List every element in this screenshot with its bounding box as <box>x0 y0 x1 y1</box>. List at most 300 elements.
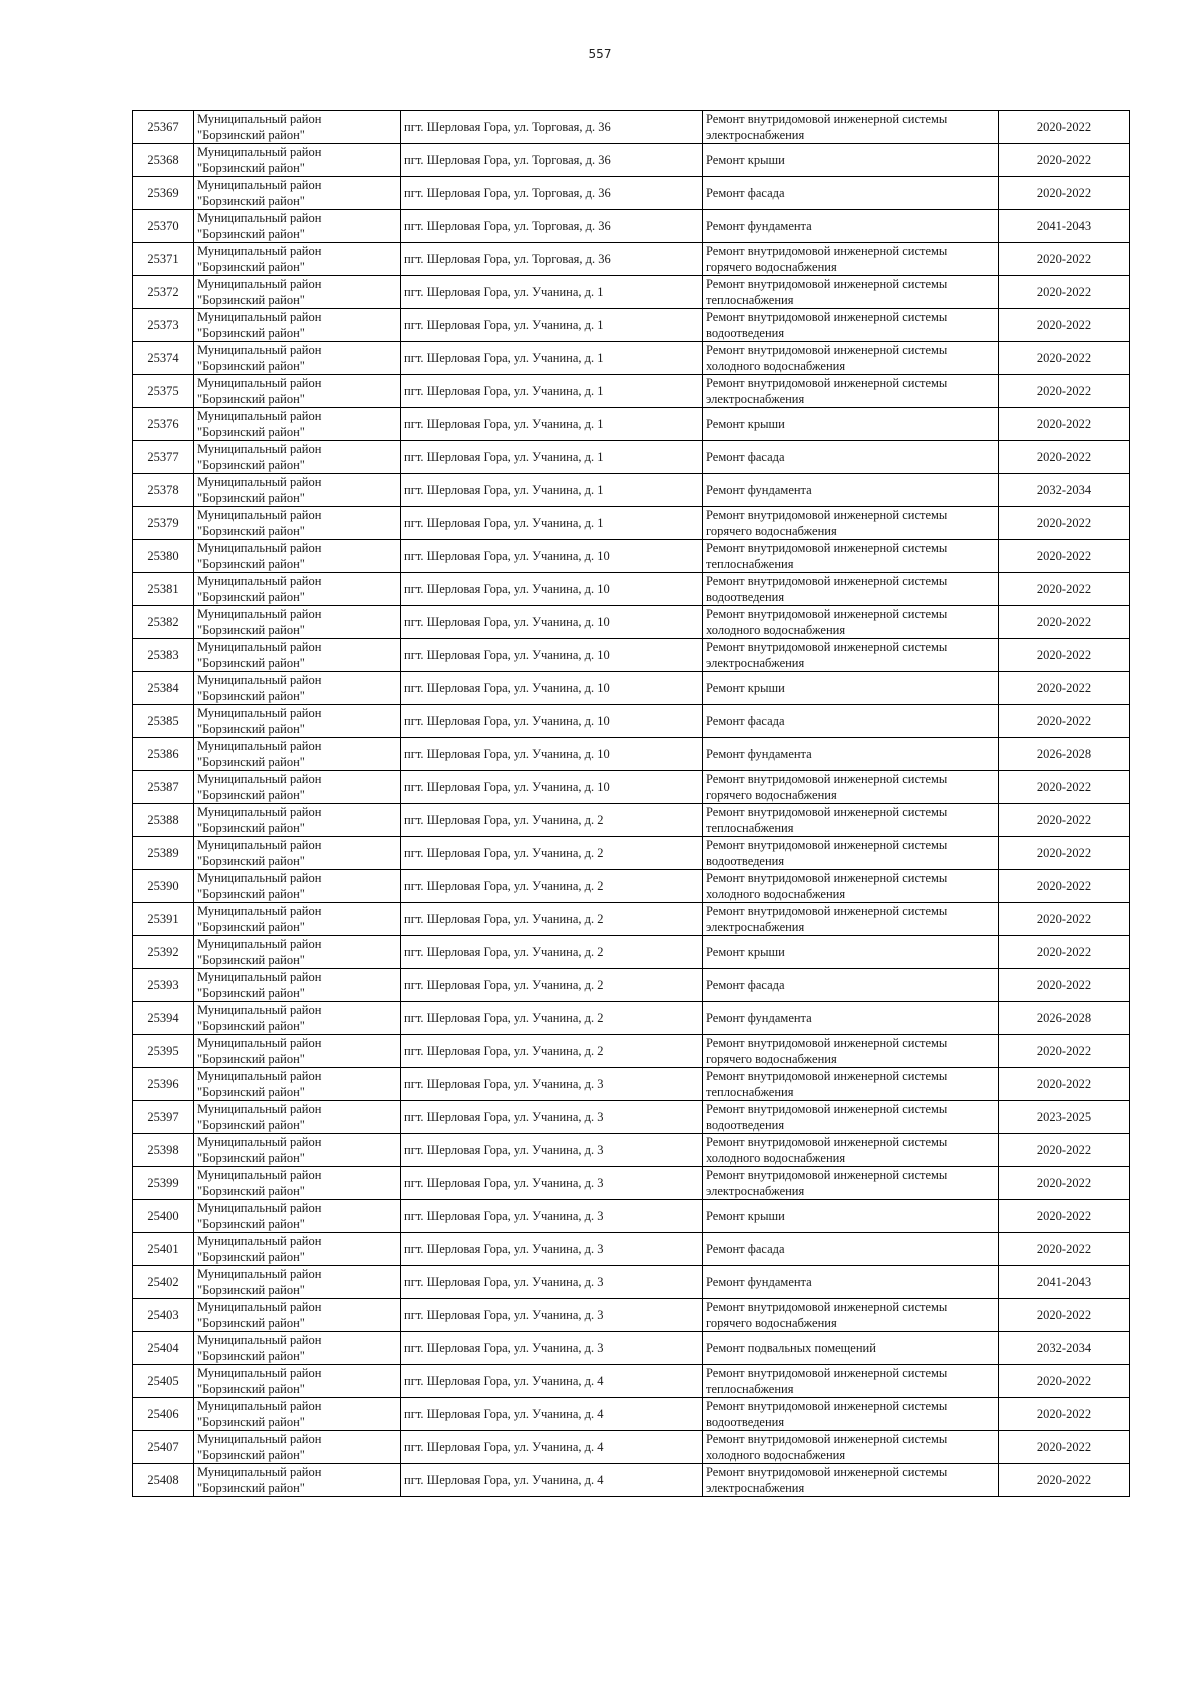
period-cell: 2020-2022 <box>999 837 1130 870</box>
work-type-cell <box>703 1068 999 1101</box>
work-type-line: Ремонт крыши <box>706 417 785 431</box>
period-cell: 2020-2022 <box>999 243 1130 276</box>
municipality-line: "Борзинский район" <box>197 1448 305 1462</box>
record-number-cell: 25374 <box>133 342 194 375</box>
record-number-cell: 25375 <box>133 375 194 408</box>
municipality-cell <box>194 309 401 342</box>
municipality-line: Муниципальный район <box>197 1102 322 1116</box>
record-number-cell: 25404 <box>133 1332 194 1365</box>
record-number-cell: 25373 <box>133 309 194 342</box>
municipality-cell <box>194 837 401 870</box>
municipality-line: Муниципальный район <box>197 673 322 687</box>
work-type-cell <box>703 408 999 441</box>
municipality-line: "Борзинский район" <box>197 1085 305 1099</box>
work-type-cell <box>703 672 999 705</box>
municipality-line: Муниципальный район <box>197 1234 322 1248</box>
period-cell: 2020-2022 <box>999 771 1130 804</box>
municipality-cell <box>194 1167 401 1200</box>
work-type-cell <box>703 1002 999 1035</box>
work-type-line: Ремонт фундамента <box>706 1011 812 1025</box>
work-type-cell <box>703 1332 999 1365</box>
address-cell: пгт. Шерловая Гора, ул. Учанина, д. 3 <box>401 1134 703 1167</box>
municipality-cell <box>194 210 401 243</box>
address-cell: пгт. Шерловая Гора, ул. Учанина, д. 10 <box>401 705 703 738</box>
record-number-cell: 25384 <box>133 672 194 705</box>
work-type-line: Ремонт фасада <box>706 450 785 464</box>
table-row <box>133 804 1130 837</box>
table-row <box>133 606 1130 639</box>
period-cell: 2032-2034 <box>999 1332 1130 1365</box>
municipality-line: Муниципальный район <box>197 409 322 423</box>
record-number-cell: 25408 <box>133 1464 194 1497</box>
work-type-line: Ремонт внутридомовой инженерной системы <box>706 1399 948 1413</box>
work-type-cell <box>703 1365 999 1398</box>
municipality-line: Муниципальный район <box>197 1300 322 1314</box>
municipality-cell <box>194 144 401 177</box>
table-row <box>133 1035 1130 1068</box>
work-type-cell <box>703 309 999 342</box>
record-number-cell: 25386 <box>133 738 194 771</box>
table-row <box>133 639 1130 672</box>
work-type-cell <box>703 1299 999 1332</box>
municipality-cell <box>194 936 401 969</box>
period-cell: 2026-2028 <box>999 1002 1130 1035</box>
table-row <box>133 309 1130 342</box>
record-number-cell: 25383 <box>133 639 194 672</box>
municipality-cell <box>194 606 401 639</box>
period-cell: 2020-2022 <box>999 540 1130 573</box>
record-number-cell: 25378 <box>133 474 194 507</box>
work-type-line: теплоснабжения <box>706 1085 794 1099</box>
work-type-line: Ремонт внутридомовой инженерной системы <box>706 838 948 852</box>
work-type-cell <box>703 210 999 243</box>
municipality-line: Муниципальный район <box>197 1036 322 1050</box>
table-row <box>133 1233 1130 1266</box>
municipality-cell <box>194 705 401 738</box>
work-type-line: Ремонт внутридомовой инженерной системы <box>706 376 948 390</box>
period-cell: 2020-2022 <box>999 375 1130 408</box>
work-type-cell <box>703 342 999 375</box>
work-type-line: водоотведения <box>706 1415 785 1429</box>
address-cell: пгт. Шерловая Гора, ул. Торговая, д. 36 <box>401 111 703 144</box>
record-number-cell: 25390 <box>133 870 194 903</box>
record-number-cell: 25371 <box>133 243 194 276</box>
period-cell: 2041-2043 <box>999 1266 1130 1299</box>
municipality-line: "Борзинский район" <box>197 689 305 703</box>
period-cell: 2020-2022 <box>999 1068 1130 1101</box>
work-type-line: Ремонт внутридомовой инженерной системы <box>706 244 948 258</box>
work-type-cell <box>703 1398 999 1431</box>
table-row <box>133 210 1130 243</box>
table-row <box>133 1332 1130 1365</box>
municipality-line: "Борзинский район" <box>197 161 305 175</box>
record-number-cell: 25401 <box>133 1233 194 1266</box>
period-cell: 2020-2022 <box>999 111 1130 144</box>
address-cell: пгт. Шерловая Гора, ул. Учанина, д. 10 <box>401 738 703 771</box>
table-row <box>133 1266 1130 1299</box>
municipality-line: "Борзинский район" <box>197 1184 305 1198</box>
work-type-cell <box>703 243 999 276</box>
municipality-line: "Борзинский район" <box>197 1250 305 1264</box>
municipality-line: "Борзинский район" <box>197 821 305 835</box>
address-cell: пгт. Шерловая Гора, ул. Учанина, д. 2 <box>401 936 703 969</box>
municipality-line: "Борзинский район" <box>197 920 305 934</box>
address-cell: пгт. Шерловая Гора, ул. Учанина, д. 1 <box>401 342 703 375</box>
work-type-line: холодного водоснабжения <box>706 1448 846 1462</box>
work-type-line: Ремонт фасада <box>706 186 785 200</box>
record-number-cell: 25376 <box>133 408 194 441</box>
record-number-cell: 25379 <box>133 507 194 540</box>
work-type-line: Ремонт внутридомовой инженерной системы <box>706 1036 948 1050</box>
address-cell: пгт. Шерловая Гора, ул. Учанина, д. 3 <box>401 1167 703 1200</box>
municipality-line: Муниципальный район <box>197 706 322 720</box>
record-number-cell: 25367 <box>133 111 194 144</box>
municipality-cell <box>194 1365 401 1398</box>
municipality-cell <box>194 243 401 276</box>
municipality-line: "Борзинский район" <box>197 524 305 538</box>
table-row <box>133 936 1130 969</box>
work-type-cell <box>703 1233 999 1266</box>
address-cell: пгт. Шерловая Гора, ул. Учанина, д. 3 <box>401 1233 703 1266</box>
table-row <box>133 903 1130 936</box>
municipality-line: Муниципальный район <box>197 904 322 918</box>
address-cell: пгт. Шерловая Гора, ул. Учанина, д. 4 <box>401 1431 703 1464</box>
work-type-line: теплоснабжения <box>706 1382 794 1396</box>
municipality-line: Муниципальный район <box>197 178 322 192</box>
municipality-line: Муниципальный район <box>197 442 322 456</box>
table-row <box>133 705 1130 738</box>
period-cell: 2020-2022 <box>999 1035 1130 1068</box>
work-type-line: Ремонт фасада <box>706 1242 785 1256</box>
municipality-cell <box>194 342 401 375</box>
period-cell: 2020-2022 <box>999 870 1130 903</box>
table-row <box>133 1200 1130 1233</box>
table-row <box>133 1068 1130 1101</box>
municipality-line: Муниципальный район <box>197 1333 322 1347</box>
address-cell: пгт. Шерловая Гора, ул. Учанина, д. 10 <box>401 540 703 573</box>
work-type-line: Ремонт внутридомовой инженерной системы <box>706 310 948 324</box>
municipality-line: "Борзинский район" <box>197 1118 305 1132</box>
municipality-cell <box>194 639 401 672</box>
municipality-cell <box>194 177 401 210</box>
address-cell: пгт. Шерловая Гора, ул. Учанина, д. 10 <box>401 606 703 639</box>
work-type-cell <box>703 1266 999 1299</box>
work-type-line: Ремонт внутридомовой инженерной системы <box>706 1135 948 1149</box>
period-cell: 2020-2022 <box>999 573 1130 606</box>
work-type-cell <box>703 177 999 210</box>
table-row <box>133 474 1130 507</box>
municipality-line: Муниципальный район <box>197 1267 322 1281</box>
municipality-line: "Борзинский район" <box>197 1382 305 1396</box>
municipality-line: "Борзинский район" <box>197 1316 305 1330</box>
address-cell: пгт. Шерловая Гора, ул. Учанина, д. 2 <box>401 1035 703 1068</box>
municipality-cell <box>194 573 401 606</box>
address-cell: пгт. Шерловая Гора, ул. Учанина, д. 4 <box>401 1398 703 1431</box>
address-cell: пгт. Шерловая Гора, ул. Учанина, д. 4 <box>401 1365 703 1398</box>
table-row <box>133 1398 1130 1431</box>
work-type-cell <box>703 804 999 837</box>
address-cell: пгт. Шерловая Гора, ул. Учанина, д. 10 <box>401 771 703 804</box>
table-row <box>133 540 1130 573</box>
municipality-cell <box>194 507 401 540</box>
record-number-cell: 25381 <box>133 573 194 606</box>
work-type-cell <box>703 1035 999 1068</box>
period-cell: 2020-2022 <box>999 606 1130 639</box>
work-type-cell <box>703 903 999 936</box>
record-number-cell: 25395 <box>133 1035 194 1068</box>
work-type-line: водоотведения <box>706 1118 785 1132</box>
municipality-line: Муниципальный район <box>197 640 322 654</box>
municipality-line: "Борзинский район" <box>197 194 305 208</box>
municipality-line: Муниципальный район <box>197 1135 322 1149</box>
municipality-line: Муниципальный район <box>197 112 322 126</box>
address-cell: пгт. Шерловая Гора, ул. Учанина, д. 2 <box>401 969 703 1002</box>
work-type-cell <box>703 639 999 672</box>
work-type-line: Ремонт фундамента <box>706 483 812 497</box>
municipality-line: Муниципальный район <box>197 277 322 291</box>
work-type-line: электроснабжения <box>706 392 805 406</box>
record-number-cell: 25406 <box>133 1398 194 1431</box>
work-type-line: холодного водоснабжения <box>706 1151 846 1165</box>
municipality-line: "Борзинский район" <box>197 1019 305 1033</box>
municipality-cell <box>194 375 401 408</box>
period-cell: 2020-2022 <box>999 1398 1130 1431</box>
period-cell: 2020-2022 <box>999 309 1130 342</box>
address-cell: пгт. Шерловая Гора, ул. Учанина, д. 1 <box>401 309 703 342</box>
address-cell: пгт. Шерловая Гора, ул. Учанина, д. 1 <box>401 276 703 309</box>
work-type-cell <box>703 507 999 540</box>
record-number-cell: 25382 <box>133 606 194 639</box>
work-type-line: теплоснабжения <box>706 557 794 571</box>
municipality-line: "Борзинский район" <box>197 887 305 901</box>
municipality-cell <box>194 474 401 507</box>
work-type-cell <box>703 969 999 1002</box>
municipality-cell <box>194 1464 401 1497</box>
work-type-line: Ремонт внутридомовой инженерной системы <box>706 871 948 885</box>
work-type-line: Ремонт внутридомовой инженерной системы <box>706 1102 948 1116</box>
record-number-cell: 25403 <box>133 1299 194 1332</box>
municipality-line: Муниципальный район <box>197 541 322 555</box>
address-cell: пгт. Шерловая Гора, ул. Учанина, д. 2 <box>401 1002 703 1035</box>
work-type-line: электроснабжения <box>706 1481 805 1495</box>
address-cell: пгт. Шерловая Гора, ул. Учанина, д. 1 <box>401 441 703 474</box>
period-cell: 2023-2025 <box>999 1101 1130 1134</box>
work-type-line: Ремонт внутридомовой инженерной системы <box>706 607 948 621</box>
table-row <box>133 276 1130 309</box>
work-type-line: холодного водоснабжения <box>706 623 846 637</box>
table-row <box>133 870 1130 903</box>
work-type-line: электроснабжения <box>706 656 805 670</box>
address-cell: пгт. Шерловая Гора, ул. Учанина, д. 2 <box>401 903 703 936</box>
municipality-line: "Борзинский район" <box>197 1481 305 1495</box>
table-row <box>133 1431 1130 1464</box>
municipality-cell <box>194 276 401 309</box>
work-type-line: теплоснабжения <box>706 293 794 307</box>
municipality-line: "Борзинский район" <box>197 128 305 142</box>
period-cell: 2020-2022 <box>999 441 1130 474</box>
table-row <box>133 243 1130 276</box>
table-row <box>133 837 1130 870</box>
work-type-line: электроснабжения <box>706 1184 805 1198</box>
work-type-line: Ремонт внутридомовой инженерной системы <box>706 1168 948 1182</box>
period-cell: 2020-2022 <box>999 936 1130 969</box>
municipality-line: Муниципальный район <box>197 211 322 225</box>
work-type-line: Ремонт внутридомовой инженерной системы <box>706 1432 948 1446</box>
work-type-cell <box>703 705 999 738</box>
work-type-line: горячего водоснабжения <box>706 260 837 274</box>
municipality-line: "Борзинский район" <box>197 293 305 307</box>
table-row <box>133 1002 1130 1035</box>
municipality-cell <box>194 1266 401 1299</box>
table-row <box>133 375 1130 408</box>
municipality-line: Муниципальный район <box>197 508 322 522</box>
municipality-cell <box>194 1398 401 1431</box>
work-type-line: электроснабжения <box>706 128 805 142</box>
work-type-line: Ремонт крыши <box>706 681 785 695</box>
period-cell: 2020-2022 <box>999 276 1130 309</box>
period-cell: 2026-2028 <box>999 738 1130 771</box>
work-type-cell <box>703 1167 999 1200</box>
municipality-line: Муниципальный район <box>197 607 322 621</box>
municipality-line: Муниципальный район <box>197 1465 322 1479</box>
work-type-cell <box>703 111 999 144</box>
work-type-line: Ремонт внутридомовой инженерной системы <box>706 277 948 291</box>
work-type-cell <box>703 540 999 573</box>
work-type-line: горячего водоснабжения <box>706 1052 837 1066</box>
record-number-cell: 25396 <box>133 1068 194 1101</box>
municipality-line: "Борзинский район" <box>197 1415 305 1429</box>
work-type-cell <box>703 474 999 507</box>
municipality-line: Муниципальный район <box>197 739 322 753</box>
address-cell: пгт. Шерловая Гора, ул. Учанина, д. 10 <box>401 672 703 705</box>
municipality-line: Муниципальный район <box>197 772 322 786</box>
work-type-line: холодного водоснабжения <box>706 887 846 901</box>
table-row <box>133 672 1130 705</box>
period-cell: 2020-2022 <box>999 408 1130 441</box>
record-number-cell: 25394 <box>133 1002 194 1035</box>
work-type-line: Ремонт внутридомовой инженерной системы <box>706 640 948 654</box>
work-type-line: Ремонт фасада <box>706 714 785 728</box>
table-row <box>133 771 1130 804</box>
period-cell: 2020-2022 <box>999 1134 1130 1167</box>
municipality-cell <box>194 1332 401 1365</box>
table-row <box>133 177 1130 210</box>
record-number-cell: 25407 <box>133 1431 194 1464</box>
work-type-line: Ремонт фундамента <box>706 747 812 761</box>
municipality-line: Муниципальный район <box>197 145 322 159</box>
address-cell: пгт. Шерловая Гора, ул. Торговая, д. 36 <box>401 210 703 243</box>
municipality-line: "Борзинский район" <box>197 1283 305 1297</box>
municipality-line: "Борзинский район" <box>197 986 305 1000</box>
work-type-line: Ремонт подвальных помещений <box>706 1341 876 1355</box>
municipality-cell <box>194 870 401 903</box>
period-cell: 2020-2022 <box>999 342 1130 375</box>
municipality-cell <box>194 804 401 837</box>
municipality-line: "Борзинский район" <box>197 1151 305 1165</box>
address-cell: пгт. Шерловая Гора, ул. Учанина, д. 1 <box>401 408 703 441</box>
municipality-line: "Борзинский район" <box>197 755 305 769</box>
record-number-cell: 25399 <box>133 1167 194 1200</box>
work-type-line: Ремонт внутридомовой инженерной системы <box>706 574 948 588</box>
work-type-line: Ремонт крыши <box>706 1209 785 1223</box>
record-number-cell: 25397 <box>133 1101 194 1134</box>
table-row <box>133 507 1130 540</box>
municipality-line: "Борзинский район" <box>197 656 305 670</box>
work-type-cell <box>703 936 999 969</box>
municipality-line: Муниципальный район <box>197 475 322 489</box>
work-type-line: Ремонт внутридомовой инженерной системы <box>706 508 948 522</box>
municipality-cell <box>194 1035 401 1068</box>
record-number-cell: 25400 <box>133 1200 194 1233</box>
period-cell: 2020-2022 <box>999 507 1130 540</box>
municipality-cell <box>194 738 401 771</box>
municipality-line: "Борзинский район" <box>197 425 305 439</box>
period-cell: 2032-2034 <box>999 474 1130 507</box>
work-type-cell <box>703 870 999 903</box>
municipality-cell <box>194 1200 401 1233</box>
address-cell: пгт. Шерловая Гора, ул. Учанина, д. 3 <box>401 1266 703 1299</box>
table-row <box>133 408 1130 441</box>
municipality-cell <box>194 1299 401 1332</box>
record-number-cell: 25387 <box>133 771 194 804</box>
table-row <box>133 1167 1130 1200</box>
address-cell: пгт. Шерловая Гора, ул. Торговая, д. 36 <box>401 177 703 210</box>
municipality-line: Муниципальный район <box>197 1399 322 1413</box>
work-type-line: Ремонт внутридомовой инженерной системы <box>706 805 948 819</box>
work-type-line: Ремонт фасада <box>706 978 785 992</box>
period-cell: 2020-2022 <box>999 1365 1130 1398</box>
work-type-line: теплоснабжения <box>706 821 794 835</box>
period-cell: 2020-2022 <box>999 639 1130 672</box>
work-type-cell <box>703 1200 999 1233</box>
address-cell: пгт. Шерловая Гора, ул. Учанина, д. 3 <box>401 1299 703 1332</box>
municipality-cell <box>194 408 401 441</box>
record-number-cell: 25391 <box>133 903 194 936</box>
municipality-cell <box>194 1134 401 1167</box>
table-row <box>133 573 1130 606</box>
period-cell: 2020-2022 <box>999 1431 1130 1464</box>
municipality-line: Муниципальный район <box>197 574 322 588</box>
period-cell: 2020-2022 <box>999 1233 1130 1266</box>
period-cell: 2020-2022 <box>999 705 1130 738</box>
repair-schedule-table <box>132 110 1130 1497</box>
record-number-cell: 25392 <box>133 936 194 969</box>
municipality-line: "Борзинский район" <box>197 1217 305 1231</box>
work-type-cell <box>703 1464 999 1497</box>
address-cell: пгт. Шерловая Гора, ул. Учанина, д. 1 <box>401 507 703 540</box>
record-number-cell: 25388 <box>133 804 194 837</box>
municipality-line: "Борзинский район" <box>197 953 305 967</box>
table-row <box>133 1299 1130 1332</box>
address-cell: пгт. Шерловая Гора, ул. Учанина, д. 2 <box>401 870 703 903</box>
municipality-line: "Борзинский район" <box>197 722 305 736</box>
record-number-cell: 25405 <box>133 1365 194 1398</box>
municipality-line: Муниципальный район <box>197 310 322 324</box>
municipality-line: Муниципальный район <box>197 1201 322 1215</box>
municipality-cell <box>194 969 401 1002</box>
municipality-line: "Борзинский район" <box>197 326 305 340</box>
work-type-cell <box>703 606 999 639</box>
table-row <box>133 1365 1130 1398</box>
work-type-cell <box>703 1101 999 1134</box>
address-cell: пгт. Шерловая Гора, ул. Учанина, д. 2 <box>401 804 703 837</box>
address-cell: пгт. Шерловая Гора, ул. Учанина, д. 10 <box>401 573 703 606</box>
municipality-line: Муниципальный район <box>197 871 322 885</box>
record-number-cell: 25377 <box>133 441 194 474</box>
work-type-cell <box>703 375 999 408</box>
period-cell: 2020-2022 <box>999 144 1130 177</box>
municipality-line: "Борзинский район" <box>197 260 305 274</box>
